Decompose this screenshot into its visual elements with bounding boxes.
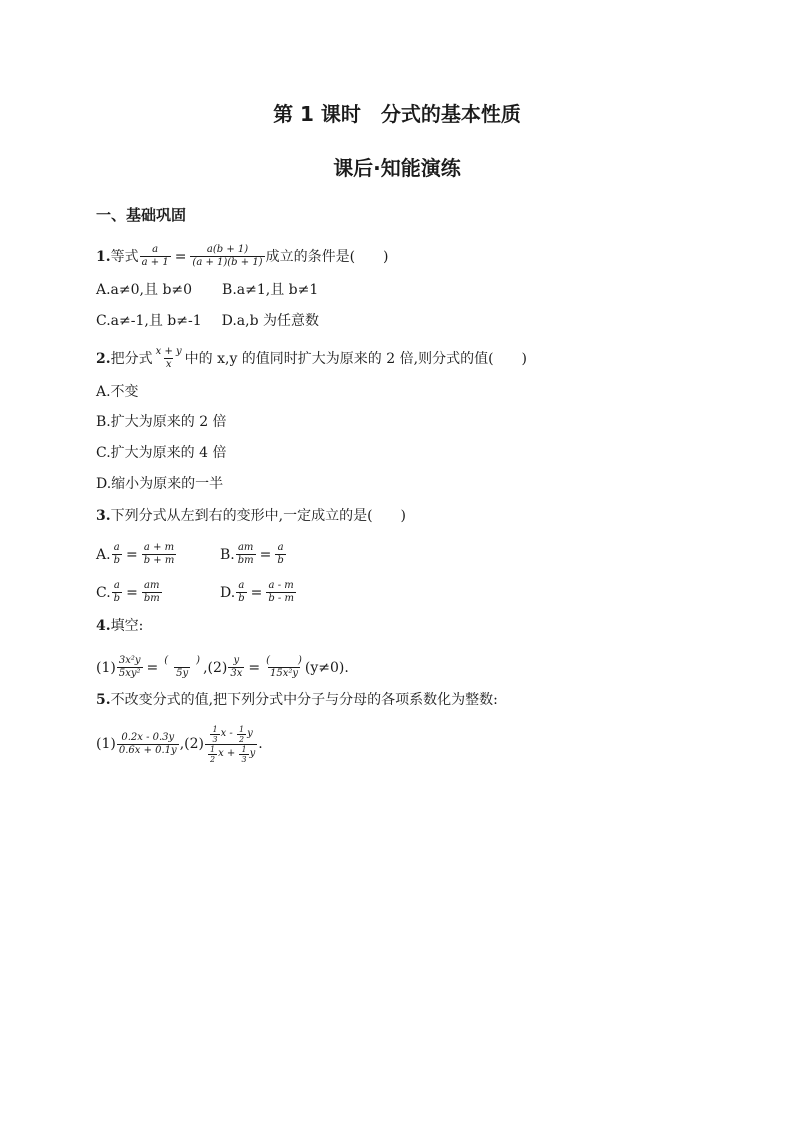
numerator: a + m (143, 542, 175, 553)
numerator: am (144, 580, 160, 591)
question-number: 3. (96, 508, 111, 524)
part-label: (2) (184, 736, 204, 752)
options-row (96, 542, 287, 567)
equals-sign: = (174, 248, 187, 265)
fraction (190, 244, 264, 269)
denominator: x (165, 359, 172, 370)
option-a (96, 542, 220, 567)
fraction (142, 580, 162, 605)
question-number: 4. (96, 618, 111, 634)
blank-numerator[interactable]: ( ) (266, 655, 302, 666)
question-text: 不改变分式的值,把下列分式中分子与分母的各项系数化为整数: (110, 692, 498, 708)
numerator (207, 725, 254, 744)
numerator: a (277, 542, 284, 553)
fraction (117, 655, 143, 680)
fraction (266, 580, 296, 605)
option-c (96, 580, 220, 605)
section-heading: 一、基础巩固 (96, 206, 187, 224)
numerator: a (152, 244, 159, 255)
options-row (96, 311, 319, 331)
question-number: 2. (96, 350, 111, 367)
denominator: 3x (230, 668, 243, 679)
denominator: b - m (268, 593, 294, 604)
fraction (154, 346, 184, 371)
fill-blank-row (96, 655, 349, 680)
variable: x (220, 728, 227, 739)
period: . (258, 736, 263, 752)
option-d (220, 580, 297, 605)
blank-numerator[interactable]: ( ) (164, 655, 201, 666)
operator: + (223, 748, 239, 759)
numerator: 1 (241, 744, 247, 754)
question-text: 等式 (110, 248, 139, 265)
denominator: 15x²y (270, 668, 299, 679)
numerator: a(b + 1) (206, 244, 249, 255)
option-d: D.缩小为原来的一半 (96, 476, 224, 492)
numerator: am (237, 542, 254, 553)
fraction (208, 745, 217, 764)
page-title: 第 1 课时 分式的基本性质 (273, 102, 521, 126)
numerator: a (113, 542, 120, 553)
options-row (96, 580, 297, 605)
equals-sign: = (125, 546, 138, 563)
option-label: B. (220, 546, 235, 563)
fraction (210, 725, 219, 744)
option-c: C.a≠-1,且 b≠-1 (96, 313, 202, 329)
option-b (220, 542, 287, 567)
equals-sign: = (248, 659, 261, 676)
question-4 (96, 616, 143, 636)
numerator: a (238, 580, 245, 591)
fraction (228, 655, 244, 680)
part-label: (1) (96, 736, 116, 752)
denominator: b (238, 593, 245, 604)
question-text: 填空: (110, 618, 144, 634)
numerator: x + y (155, 346, 182, 357)
fraction (142, 542, 177, 567)
option-label: A. (96, 546, 111, 563)
condition-text: (y≠0). (304, 659, 349, 676)
option-d: D.a,b 为任意数 (221, 313, 319, 329)
numerator: y (233, 655, 240, 666)
option-b: B.扩大为原来的 2 倍 (96, 414, 227, 430)
question-text: 把分式 (110, 350, 153, 367)
fraction (236, 542, 256, 567)
equals-sign: = (259, 546, 272, 563)
numerator: 0.2x - 0.3y (121, 731, 175, 743)
question-text: 中的 x,y 的值同时扩大为原来的 2 倍,则分式的值( ) (184, 350, 527, 367)
fraction (117, 732, 179, 757)
numerator: 3x²y (118, 655, 141, 666)
fraction (236, 580, 246, 605)
question-5 (96, 690, 498, 710)
numerator: 1 (238, 724, 245, 734)
denominator: 2 (209, 754, 216, 764)
convert-row (96, 724, 263, 764)
numerator: 1 (209, 744, 216, 754)
denominator: 3 (212, 734, 218, 744)
denominator: 0.6x + 0.1y (118, 744, 177, 756)
question-text: 成立的条件是( ) (265, 248, 389, 265)
denominator: (a + 1)(b + 1) (192, 257, 263, 268)
operator: - (226, 728, 236, 739)
fraction (237, 725, 246, 744)
fraction (140, 244, 171, 269)
equals-sign: = (126, 584, 138, 601)
variable: x (218, 748, 224, 759)
variable: y (247, 728, 253, 739)
numerator: 1 (212, 724, 218, 734)
fraction (112, 580, 122, 605)
blank-fraction (162, 655, 202, 680)
denominator: b (277, 555, 284, 566)
variable: y (249, 748, 256, 759)
part-label: (1) (96, 659, 116, 676)
option-b: B.a≠1,且 b≠1 (222, 282, 319, 298)
denominator: 5y (176, 668, 189, 679)
denominator: 5xy² (118, 668, 141, 679)
option-a: A.a≠0,且 b≠0 (96, 282, 193, 298)
denominator: bm (237, 555, 254, 566)
fraction (275, 542, 285, 567)
option-label: D. (220, 584, 236, 601)
compound-fraction (205, 725, 257, 764)
question-3 (96, 506, 406, 526)
option-a: A.不变 (96, 384, 139, 400)
question-1 (96, 244, 389, 269)
options-row (96, 280, 318, 300)
question-2 (96, 346, 527, 371)
option-c: C.扩大为原来的 4 倍 (96, 445, 227, 461)
denominator: b + m (143, 555, 175, 566)
numerator: a - m (268, 580, 294, 591)
page-subtitle: 课后·知能演练 (333, 156, 461, 180)
equals-sign: = (146, 659, 159, 676)
fraction (112, 542, 122, 567)
question-text: 下列分式从左到右的变形中,一定成立的是( ) (110, 508, 406, 524)
denominator: b (113, 593, 121, 604)
question-number: 5. (96, 692, 111, 708)
denominator: 2 (238, 734, 245, 744)
denominator (205, 744, 257, 764)
denominator: 3 (241, 754, 247, 764)
equals-sign: = (250, 584, 263, 601)
separator: , (203, 659, 208, 676)
separator: , (179, 736, 185, 752)
part-label: (2) (207, 659, 228, 676)
blank-fraction (264, 655, 304, 680)
denominator: a + 1 (141, 257, 169, 268)
numerator: a (113, 580, 120, 591)
denominator: b (113, 555, 120, 566)
option-label: C. (96, 584, 111, 601)
fraction (239, 745, 248, 764)
denominator: bm (143, 593, 160, 604)
question-number: 1. (96, 248, 111, 265)
